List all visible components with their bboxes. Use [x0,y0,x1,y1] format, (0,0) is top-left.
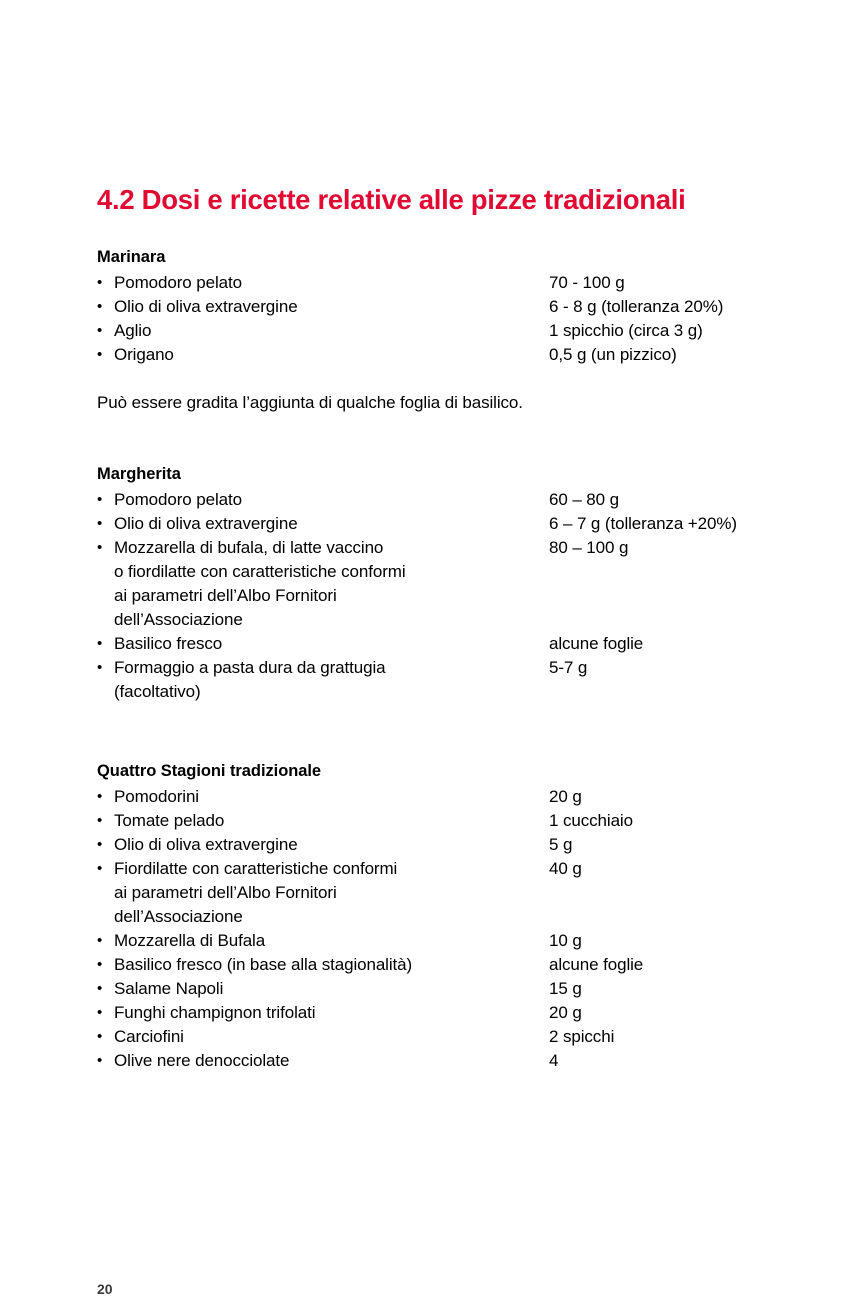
ingredient-name: Olio di oliva extravergine [114,296,298,316]
ingredient-name: Tomate pelado [114,810,225,830]
ingredient-row [97,488,797,512]
ingredient-row [97,1049,797,1073]
ingredient-row [97,1001,797,1025]
bullet-icon: • [97,1003,103,1021]
page-title: 4.2 Dosi e ricette relative alle pizze tradizionali [97,184,686,215]
ingredient-row [97,271,797,295]
ingredient-quantity: alcune foglie [549,954,644,974]
ingredient-row [97,343,797,367]
ingredient-row [97,809,797,833]
recipe-heading: Margherita [97,464,181,483]
bullet-icon: • [97,1051,103,1069]
ingredient-continuation-line: ai parametri dell’Albo Fornitori [114,585,337,605]
ingredient-name: Mozzarella di Bufala [114,930,266,950]
ingredient-name: Mozzarella di bufala, di latte vaccino [114,537,384,557]
ingredient-name-cell [97,295,549,319]
ingredient-row [97,977,797,1001]
ingredient-row [97,536,797,632]
page-number: 20 [97,1281,113,1297]
ingredient-name-cell [97,809,549,833]
bullet-icon: • [97,321,103,339]
ingredient-name-cell [97,632,549,656]
ingredient-quantity: 2 spicchi [549,1026,615,1046]
ingredient-name-cell [97,857,549,929]
ingredient-quantity: 5 g [549,834,573,854]
ingredient-quantity: 10 g [549,930,582,950]
recipe-heading: Marinara [97,247,166,266]
bullet-icon: • [97,931,103,949]
ingredient-name: Olio di oliva extravergine [114,834,298,854]
bullet-icon: • [97,490,103,508]
ingredient-name-cell [97,953,549,977]
ingredient-row [97,953,797,977]
bullet-icon: • [97,787,103,805]
ingredient-continuation-line: o fiordilatte con caratteristiche conformi [114,561,406,581]
ingredient-name-cell [97,1025,549,1049]
recipe-section [97,246,797,463]
ingredient-quantity: 40 g [549,858,582,878]
ingredient-quantity: alcune foglie [549,633,644,653]
ingredient-name-cell [97,271,549,295]
ingredient-name: Formaggio a pasta dura da grattugia [114,657,386,677]
ingredient-name: Olive nere denocciolate [114,1050,290,1070]
ingredient-name-cell [97,512,549,536]
recipe-heading: Quattro Stagioni tradizionale [97,761,322,780]
bullet-icon: • [97,634,103,652]
bullet-icon: • [97,955,103,973]
ingredient-name-cell [97,656,549,704]
section-spacer [97,704,797,760]
ingredient-quantity: 5-7 g [549,657,588,677]
ingredient-quantity: 1 cucchiaio [549,810,633,830]
ingredient-name: Fiordilatte con caratteristiche conformi [114,858,398,878]
ingredient-name: Pomodorini [114,786,199,806]
ingredient-continuation-line: dell’Associazione [114,906,243,926]
section-spacer [97,415,797,463]
recipe-section [97,760,797,1073]
ingredient-quantity: 60 – 80 g [549,489,619,509]
ingredient-name-cell [97,785,549,809]
ingredient-quantity: 4 [549,1050,559,1070]
bullet-icon: • [97,297,103,315]
recipe-section [97,463,797,760]
ingredient-row [97,857,797,929]
ingredient-quantity: 15 g [549,978,582,998]
bullet-icon: • [97,979,103,997]
ingredient-continuation-line: ai parametri dell’Albo Fornitori [114,882,337,902]
ingredient-quantity: 6 - 8 g (tolleranza 20%) [549,296,724,316]
ingredient-row [97,929,797,953]
ingredient-quantity: 80 – 100 g [549,537,629,557]
bullet-icon: • [97,811,103,829]
ingredient-name: Aglio [114,320,152,340]
ingredient-name-cell [97,1049,549,1073]
bullet-icon: • [97,1027,103,1045]
ingredient-name: Basilico fresco (in base alla stagionalità) [114,954,413,974]
ingredient-name-cell [97,488,549,512]
page-content [97,185,797,1073]
ingredient-row [97,785,797,809]
ingredient-name: Funghi champignon trifolati [114,1002,316,1022]
bullet-icon: • [97,273,103,291]
ingredient-continuation-line: dell’Associazione [114,609,243,629]
ingredient-row [97,632,797,656]
ingredient-name-cell [97,1001,549,1025]
bullet-icon: • [97,859,103,877]
recipe-sections [97,246,797,1073]
ingredient-name: Pomodoro pelato [114,272,242,292]
ingredient-name-cell [97,343,549,367]
ingredient-name-cell [97,833,549,857]
ingredient-quantity: 1 spicchio (circa 3 g) [549,320,703,340]
ingredient-quantity: 6 – 7 g (tolleranza +20%) [549,513,737,533]
ingredient-quantity: 0,5 g (un pizzico) [549,344,677,364]
ingredient-quantity: 70 - 100 g [549,272,625,292]
bullet-icon: • [97,514,103,532]
ingredient-name-cell [97,929,549,953]
bullet-icon: • [97,538,103,556]
ingredient-name-cell [97,536,549,632]
bullet-icon: • [97,835,103,853]
ingredient-row [97,1025,797,1049]
ingredient-name: Origano [114,344,174,364]
bullet-icon: • [97,345,103,363]
ingredient-continuation-line: (facoltativo) [114,681,201,701]
ingredient-name: Salame Napoli [114,978,224,998]
ingredient-list [97,271,797,367]
ingredient-quantity: 20 g [549,1002,582,1022]
ingredient-quantity: 20 g [549,786,582,806]
ingredient-row [97,833,797,857]
ingredient-name: Olio di oliva extravergine [114,513,298,533]
ingredient-row [97,319,797,343]
bullet-icon: • [97,658,103,676]
ingredient-name: Carciofini [114,1026,184,1046]
recipe-note: Può essere gradita l’aggiunta di qualche foglia di basilico. [97,392,523,412]
ingredient-name: Basilico fresco [114,633,223,653]
ingredient-name: Pomodoro pelato [114,489,242,509]
ingredient-list [97,488,797,704]
ingredient-row [97,656,797,704]
ingredient-row [97,295,797,319]
ingredient-row [97,512,797,536]
ingredient-name-cell [97,319,549,343]
ingredient-name-cell [97,977,549,1001]
ingredient-list [97,785,797,1073]
